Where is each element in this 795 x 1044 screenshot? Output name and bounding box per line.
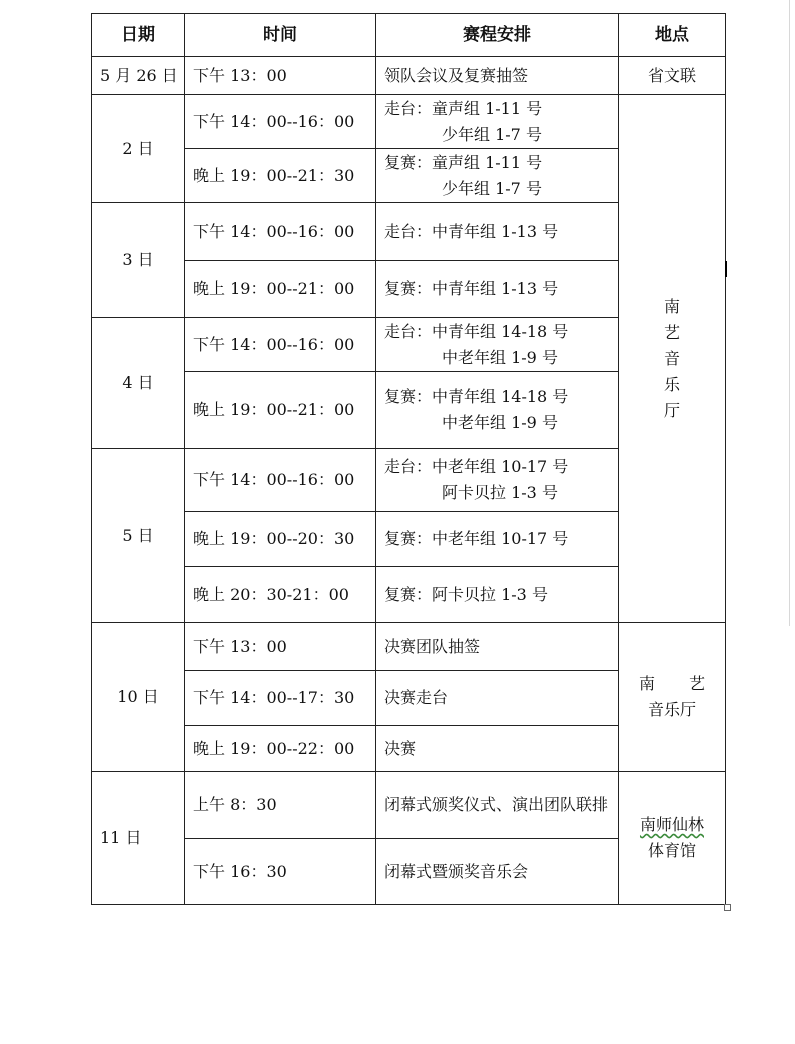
location-part: 南师仙林 <box>639 815 704 834</box>
page-edge <box>789 0 790 626</box>
schedule-cell <box>376 372 619 449</box>
time-cell: 下午 14：00--16：00 <box>185 318 376 372</box>
schedule-line: 中老年组 1-9 号 <box>442 347 558 367</box>
schedule-cell: 复赛：中老年组 10-17 号 <box>376 512 619 567</box>
location-part: 音乐厅 <box>647 700 696 719</box>
time-cell: 下午 14：00--16：00 <box>185 203 376 261</box>
location-char: 南 <box>663 296 680 316</box>
table-resize-handle[interactable] <box>724 904 731 911</box>
header-time: 时间 <box>185 14 376 57</box>
location-part: 艺 <box>688 674 705 693</box>
schedule-line: 少年组 1-7 号 <box>442 178 542 198</box>
time-cell: 下午 13：00 <box>185 57 376 95</box>
time-cell: 下午 14：00--16：00 <box>185 449 376 512</box>
table-row <box>92 95 726 149</box>
location-cell: 省文联 <box>619 57 726 95</box>
time-cell: 晚上 19：00--22：00 <box>185 726 376 772</box>
schedule-cell <box>376 318 619 372</box>
location-char: 音 <box>663 348 680 368</box>
time-cell: 上午 8：30 <box>185 772 376 839</box>
schedule-cell: 复赛：阿卡贝拉 1-3 号 <box>376 567 619 623</box>
time-cell: 晚上 19：00--20：30 <box>185 512 376 567</box>
schedule-line: 走台：童声组 1-11 号 <box>384 98 543 118</box>
location-cell-vertical <box>619 95 726 623</box>
date-cell: 5 月 26 日 <box>92 57 185 95</box>
schedule-cell: 决赛 <box>376 726 619 772</box>
schedule-cell: 闭幕式暨颁奖音乐会 <box>376 839 619 905</box>
time-cell: 晚上 19：00--21：00 <box>185 372 376 449</box>
location-cell <box>619 772 726 905</box>
time-cell: 下午 14：00--17：30 <box>185 671 376 726</box>
table-row <box>92 772 726 839</box>
schedule-line: 复赛：童声组 1-11 号 <box>384 152 543 172</box>
schedule-line: 中老年组 1-9 号 <box>442 413 558 432</box>
schedule-cell <box>376 149 619 203</box>
time-cell: 晚上 19：00--21：30 <box>185 149 376 203</box>
schedule-line: 阿卡贝拉 1-3 号 <box>442 483 558 502</box>
schedule-cell: 复赛：中青年组 1-13 号 <box>376 261 619 318</box>
schedule-table <box>91 13 726 905</box>
time-cell: 晚上 19：00--21：00 <box>185 261 376 318</box>
table-row <box>92 623 726 671</box>
location-char: 乐 <box>663 374 680 394</box>
schedule-cell <box>376 449 619 512</box>
header-schedule: 赛程安排 <box>376 14 619 57</box>
schedule-cell: 决赛走台 <box>376 671 619 726</box>
time-cell: 下午 14：00--16：00 <box>185 95 376 149</box>
time-cell: 下午 16：30 <box>185 839 376 905</box>
header-row <box>92 14 726 57</box>
schedule-cell: 走台：中青年组 1-13 号 <box>376 203 619 261</box>
schedule-cell: 闭幕式颁奖仪式、演出团队联排 <box>376 772 619 839</box>
schedule-cell: 领队会议及复赛抽签 <box>376 57 619 95</box>
location-cell <box>619 623 726 772</box>
schedule-cell <box>376 95 619 149</box>
date-cell: 11 日 <box>92 772 185 905</box>
header-location: 地点 <box>619 14 726 57</box>
schedule-line: 复赛：中青年组 14-18 号 <box>384 387 569 406</box>
table-row <box>92 57 726 95</box>
schedule-line: 走台：中老年组 10-17 号 <box>384 457 569 476</box>
location-part: 南 <box>639 674 656 693</box>
date-cell: 10 日 <box>92 623 185 772</box>
date-cell: 4 日 <box>92 318 185 449</box>
schedule-cell: 决赛团队抽签 <box>376 623 619 671</box>
location-char: 厅 <box>663 400 680 420</box>
text-cursor <box>725 261 727 277</box>
schedule-line: 走台：中青年组 14-18 号 <box>384 321 569 341</box>
date-cell: 3 日 <box>92 203 185 318</box>
date-cell: 5 日 <box>92 449 185 623</box>
date-cell: 2 日 <box>92 95 185 203</box>
schedule-line: 少年组 1-7 号 <box>442 124 542 144</box>
time-cell: 晚上 20：30-21：00 <box>185 567 376 623</box>
time-cell: 下午 13：00 <box>185 623 376 671</box>
header-date: 日期 <box>92 14 185 57</box>
location-char: 艺 <box>663 322 680 342</box>
location-part: 体育馆 <box>647 841 696 860</box>
